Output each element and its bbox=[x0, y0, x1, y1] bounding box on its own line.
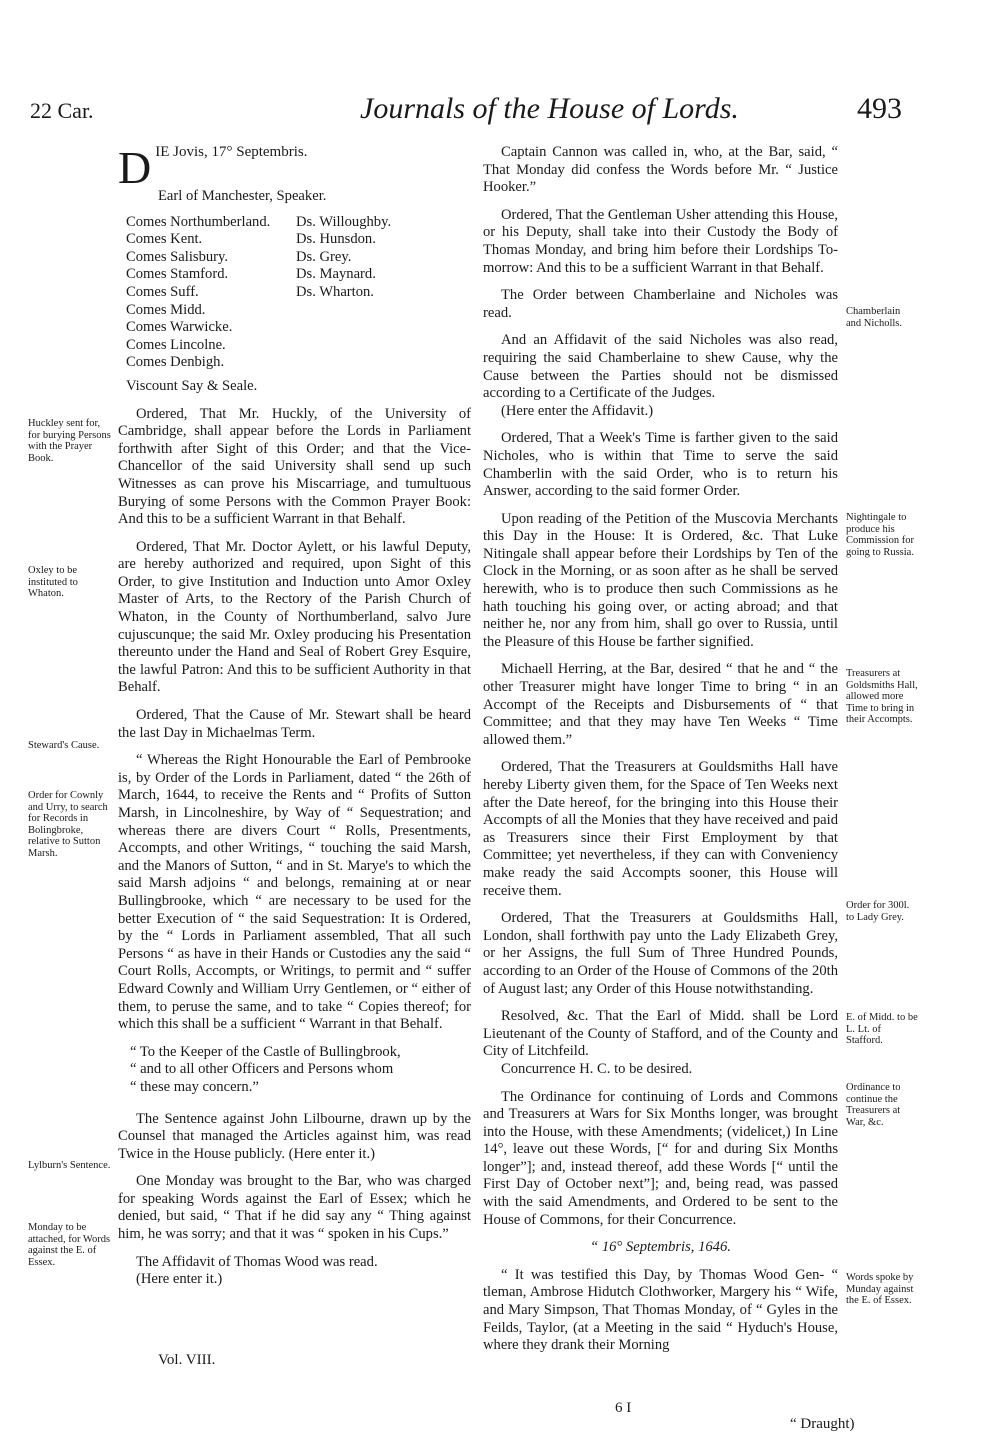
margin-note-cownly: Order for Cownly and Urry, to search for Records in Bolingbroke, relative to Sutton Marsh. bbox=[28, 790, 108, 859]
attendee: Ds. Grey. bbox=[296, 248, 352, 265]
paragraph-testified: “ It was testified this Day, by Thomas Wood Gen- “ tleman, Ambrose Hidutch Clothworker, Margery his “ Wife, and Mary Simpson, That Thomas Monday, of “ Gyles in the Feilds, Taylor, (at a Meeting in the said “ Hyduch's House, where they drank their Morning bbox=[483, 1266, 838, 1354]
paragraph-cannon: Captain Cannon was called in, who, at the Bar, said, “ That Monday did confess the Words before Mr. “ Justice Hooker.” bbox=[483, 144, 838, 196]
keeper-line: “ and to all other Officers and Persons whom bbox=[130, 1061, 394, 1078]
attendee: Comes Northumberland. bbox=[126, 213, 271, 230]
paragraph-usher: Ordered, That the Gentleman Usher attending this House, or his Deputy, shall take into their Custody the Body of Thomas Monday, and bring him before their Lordships To-morrow: And this to be a sufficient Warrant in that Behalf. bbox=[483, 206, 838, 276]
attendee: Ds. Hunsdon. bbox=[296, 231, 376, 248]
paragraph-stewart: Ordered, That the Cause of Mr. Stewart shall be heard the last Day in Michaelmas Term. bbox=[118, 707, 471, 741]
keeper-line: “ To the Keeper of the Castle of Bullingbrook, bbox=[130, 1043, 401, 1060]
margin-note-treasurers: Treasurers at Goldsmiths Hall, allowed more Time to bring in their Accompts. bbox=[846, 668, 918, 725]
page-number: 493 bbox=[857, 92, 902, 125]
paragraph-wood-enter: (Here enter it.) bbox=[136, 1271, 223, 1288]
paragraph-treasurers: Ordered, That the Treasurers at Gouldsmiths Hall have hereby Liberty given them, for the Space of Ten Weeks next after the Date hereof, for the bringing into this House their Accompts of all the Monies that they have received and paid as Treasurers since their First Employment by that Committee; yet nevertheless, if they can with Conveniency make ready the said Accompts sooner, this House will receive them. bbox=[483, 759, 838, 899]
paragraph-grey: Ordered, That the Treasurers at Gouldsmiths Hall, London, shall forthwith pay unto the Lady Elizabeth Grey, or her Assigns, the full Sum of Three Hundred Pounds, according to an Order of the House of Commons of the 20th of August last; any Order of this House notwithstanding. bbox=[483, 910, 838, 997]
margin-note-oxley: Oxley to be instituted to Whaton. bbox=[28, 565, 78, 599]
margin-note-lilburn: Lylburn's Sentence. bbox=[28, 1160, 111, 1171]
attendee: Comes Kent. bbox=[126, 231, 203, 248]
second-date: “ 16° Septembris, 1646. bbox=[590, 1239, 731, 1256]
paragraph-wood-affidavit: The Affidavit of Thomas Wood was read. bbox=[136, 1253, 378, 1270]
margin-note-ordinance: Ordinance to continue the Treasurers at War, &c. bbox=[846, 1082, 901, 1128]
session-date bbox=[118, 142, 471, 193]
attendee: Comes Midd. bbox=[126, 301, 206, 318]
journal-title: Journals of the House of Lords. bbox=[360, 92, 739, 125]
paragraph-sutton-marsh: “ Whereas the Right Honourable the Earl of Pembrooke is, by Order of the Lords in Parliament, dated “ the 26th of March, 1644, to receive the Rents and “ Profits of Sutton Marsh, in Lincolneshire, by Way of “ Sequestration; and whereas there are divers Court “ Rolls, Presentments, Accompts, and other Writings, “ touching the said Marsh, and the Manors of Sutton, “ and in St. Marye's to which the said Marsh adjoins “ and belongs, remaining at or near Bullingbrooke, which “ are necessary to be used for the better Execution of “ the said Sequestration: It is Ordered, by the “ Lords in Parliament assembled, That all such Persons “ as have in their Hands or Custodies any the said “ Court Rolls, Accompts, or Writings, to permit and “ suffer Edward Cownly and William Urry Gentlemen, or “ either of them, to peruse the same, and to take “ Copies thereof; for which this shall be a sufficient “ Warrant in that Behalf. bbox=[118, 752, 471, 1033]
attendee: Comes Warwicke. bbox=[126, 319, 233, 336]
paragraph-affidavit-enter: (Here enter the Affidavit.) bbox=[501, 402, 654, 419]
margin-note-chamberlain: Chamberlain and Nicholls. bbox=[846, 306, 902, 329]
paragraph-concurrence: Concurrence H. C. to be desired. bbox=[501, 1060, 693, 1077]
viscount-line: Viscount Say & Seale. bbox=[126, 377, 258, 394]
margin-note-stewart: Steward's Cause. bbox=[28, 740, 100, 751]
volume-marker: Vol. VIII. bbox=[158, 1352, 216, 1368]
paragraph-affidavit: And an Affidavit of the said Nicholes was also read, requiring the said Chamberlaine to shew Cause, why the Cause between the Parties should not be dismissed according to a Certificate of the Judges. bbox=[483, 332, 838, 402]
attendee: Comes Denbigh. bbox=[126, 354, 225, 371]
catchword: “ Draught) bbox=[790, 1416, 855, 1432]
margin-note-huckly: Huckley sent for, for burying Persons with the Prayer Book. bbox=[28, 418, 111, 464]
paragraph-ordinance: The Ordinance for continuing of Lords and Commons and Treasurers at Wars for Six Months longer, was brought into the House, with these Amendments; (videlicet,) In Line 14°, leave out these Words, [“ for and during Six Months longer”]; and, instead thereof, add these Words [“ until the First Day of October next”]; and, being read, was passed with the said Amendments, and Ordered to be sent to the House of Commons, for their Concurrence. bbox=[483, 1088, 838, 1228]
margin-note-nightingale: Nightingale to produce his Commission for going to Russia. bbox=[846, 512, 914, 558]
paragraph-huckly: Ordered, That Mr. Huckly, of the University of Cambridge, shall appear before the Lords in Parliament forthwith after Sight of this Order; and that the Vice-Chancellor of the said University shall send up such Witnesses as can prove his Miscarriage, and tumultuous Burying of some Persons with the Common Prayer Book: And this to be a sufficient Warrant in that Behalf. bbox=[118, 405, 471, 528]
header-regnal-year: 22 Car. bbox=[30, 98, 94, 123]
attendee: Comes Stamford. bbox=[126, 266, 229, 283]
attendee: Ds. Willoughby. bbox=[296, 213, 392, 230]
attendance-earls bbox=[118, 214, 296, 372]
margin-note-grey: Order for 300l. to Lady Grey. bbox=[846, 900, 910, 923]
keeper-line: “ these may concern.” bbox=[130, 1078, 259, 1095]
attendance-barons bbox=[296, 214, 466, 372]
paragraph-week: Ordered, That a Week's Time is farther given to the said Nicholes, who is within that Time to serve the said Chamberlin with the said Order, who is to return his Answer, according to the said former Order. bbox=[483, 430, 838, 500]
margin-note-midd: E. of Midd. to be L. Lt. of Stafford. bbox=[846, 1012, 918, 1046]
right-column bbox=[483, 144, 838, 1365]
keeper-address bbox=[118, 1044, 471, 1097]
margin-note-words: Words spoke by Munday against the E. of Essex. bbox=[846, 1272, 914, 1306]
paragraph-monday: One Monday was brought to the Bar, who was charged for speaking Words against the Earl of Essex; which he denied, but said, “ That if he did say any “ Thing against him, he was sorry; and that it was “ spoken in his Cups.” bbox=[118, 1173, 471, 1243]
page-header bbox=[0, 88, 992, 128]
attendee: Comes Suff. bbox=[126, 283, 199, 300]
paragraph-oxley: Ordered, That Mr. Doctor Aylett, or his lawful Deputy, are hereby authorized and required, upon Sight of this Order, to give Institution and Induction unto Amor Oxley Master of Arts, to the Rectory of the Parish Church of Whaton, in the County of Northumberland, salvo Jure cujuscunque; the said Mr. Oxley producing his Presentation thereunto under the Hand and Seal of Robert Grey Esquire, the lawful Patron: And this to be sufficient Authority in that Behalf. bbox=[118, 538, 471, 696]
paragraph-order-between: The Order between Chamberlaine and Nicholes was read. bbox=[483, 287, 838, 321]
attendee: Comes Lincolne. bbox=[126, 336, 226, 353]
paragraph-lilbourne: The Sentence against John Lilbourne, drawn up by the Counsel that managed the Articles against him, was read Twice in the House publicly. (Here enter it.) bbox=[118, 1110, 471, 1162]
attendance-list bbox=[118, 214, 471, 372]
paragraph-midd: Resolved, &c. That the Earl of Midd. shall be Lord Lieutenant of the County of Stafford, and of the County and City of Litchfeild. bbox=[483, 1008, 838, 1060]
paragraph-herring: Michaell Herring, at the Bar, desired “ that he and “ the other Treasurer might have longer Time to bring “ in an Accompt of the Receipts and Disbursements of “ that Committee; and that they may have Ten Weeks “ Time allowed them.” bbox=[483, 661, 838, 748]
speaker-line: Earl of Manchester, Speaker. bbox=[158, 188, 327, 204]
signature-mark: 6 I bbox=[615, 1400, 632, 1416]
paragraph-muscovia: Upon reading of the Petition of the Muscovia Merchants this Day in the House: It is Ordered, &c. That Luke Nitingale shall appear before their Lordships by Ten of the Clock in the Morning, or as soon after as he shall be served herewith, who is to produce then such Commissions as he hath touching his going over, or acting abroad; and that neither he, nor any from him, shall go over to Russia, until the Pleasure of this House be farther signified. bbox=[483, 510, 838, 650]
left-column bbox=[118, 144, 471, 1299]
margin-note-monday: Monday to be attached, for Words against the E. of Essex. bbox=[28, 1222, 111, 1268]
session-date-text: IE Jovis, 17° Septembris. bbox=[155, 144, 308, 160]
drop-cap: D bbox=[118, 142, 152, 193]
attendee: Ds. Maynard. bbox=[296, 266, 376, 283]
attendee: Ds. Wharton. bbox=[296, 283, 374, 300]
attendee: Comes Salisbury. bbox=[126, 248, 229, 265]
